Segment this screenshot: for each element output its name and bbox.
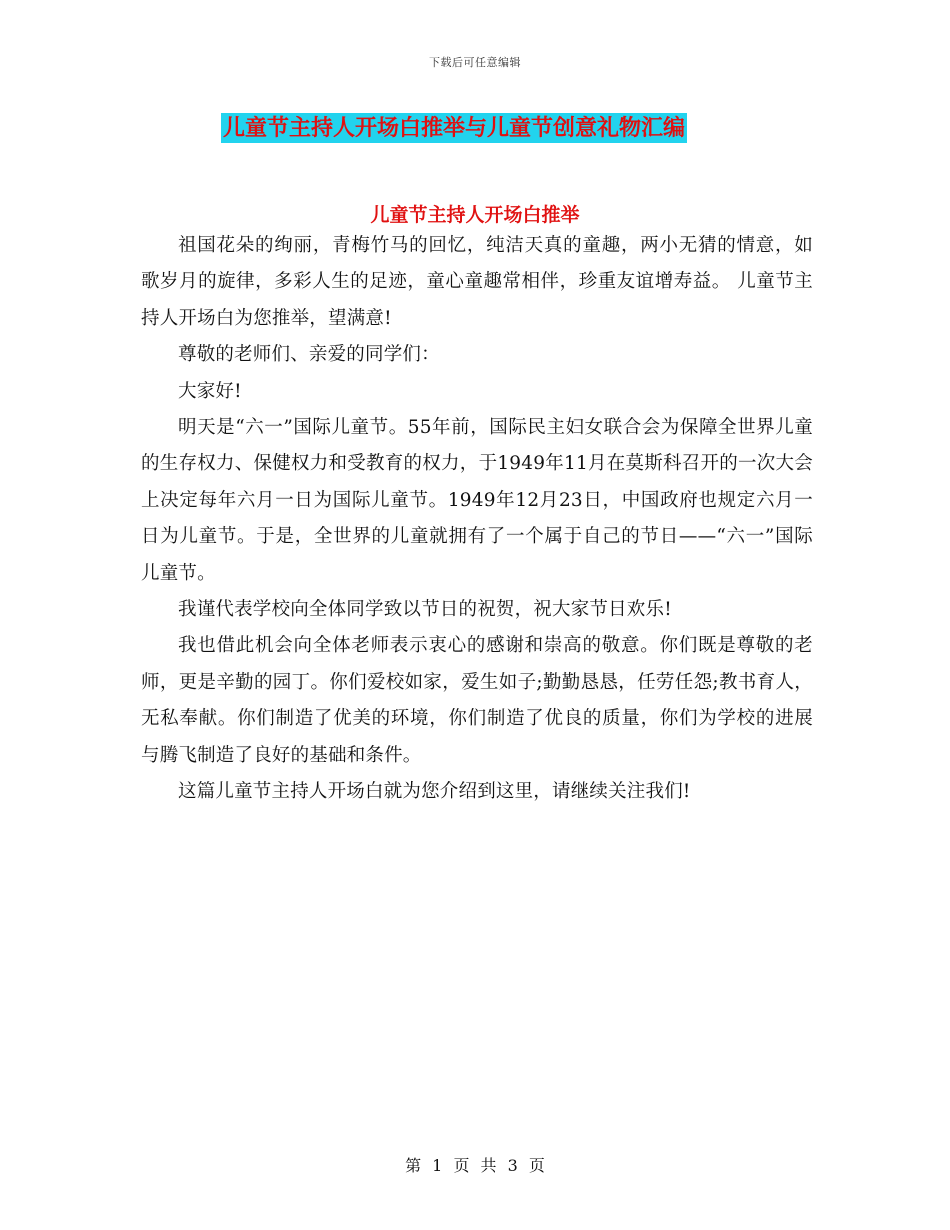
document-body — [141, 228, 813, 811]
page-indicator: 第 1 页 共 3 页 — [405, 1156, 545, 1175]
greeting-paragraph: 大家好! — [178, 380, 242, 402]
main-title: 儿童节主持人开场白推举与儿童节创意礼物汇编 — [223, 115, 686, 141]
closing-paragraph: 这篇儿童节主持人开场白就为您介绍到这里，请继续关注我们! — [178, 781, 691, 803]
congratulation-paragraph: 我谨代表学校向全体同学致以节日的祝贺，祝大家节日欢乐! — [178, 599, 672, 621]
history-paragraph: 明天是“六一”国际儿童节。55年前，国际民主妇女联合会为保障全世界儿童的生存权力、保健权力和受教育的权力，于1949年11月在莫斯科召开的一次大会上决定每年六月一日为国际儿童节。1949年12月23日，中国政府也规定六月一日为儿童节。于是，全世界的儿童就拥有了一个属于自己的节日——“六一”国际儿童节。 — [141, 417, 813, 584]
header-note: 下载后可任意编辑 — [429, 56, 521, 69]
intro-paragraph: 祖国花朵的绚丽，青梅竹马的回忆，纯洁天真的童趣，两小无猜的情意，如歌岁月的旋律，多彩人生的足迹，童心童趣常相伴，珍重友谊增寿益。 儿童节主持人开场白为您推举，望满意! — [141, 235, 813, 329]
salutation-paragraph: 尊敬的老师们、亲爱的同学们： — [178, 344, 440, 366]
thanks-paragraph: 我也借此机会向全体老师表示衷心的感谢和崇高的敬意。你们既是尊敬的老师，更是辛勤的园丁。你们爱校如家，爱生如子;勤勤恳恳，任劳任怨;教书育人，无私奉献。你们制造了优美的环境，你们制造了优良的质量，你们为学校的进展与腾飞制造了良好的基础和条件。 — [141, 635, 813, 766]
section-title: 儿童节主持人开场白推举 — [370, 204, 580, 226]
